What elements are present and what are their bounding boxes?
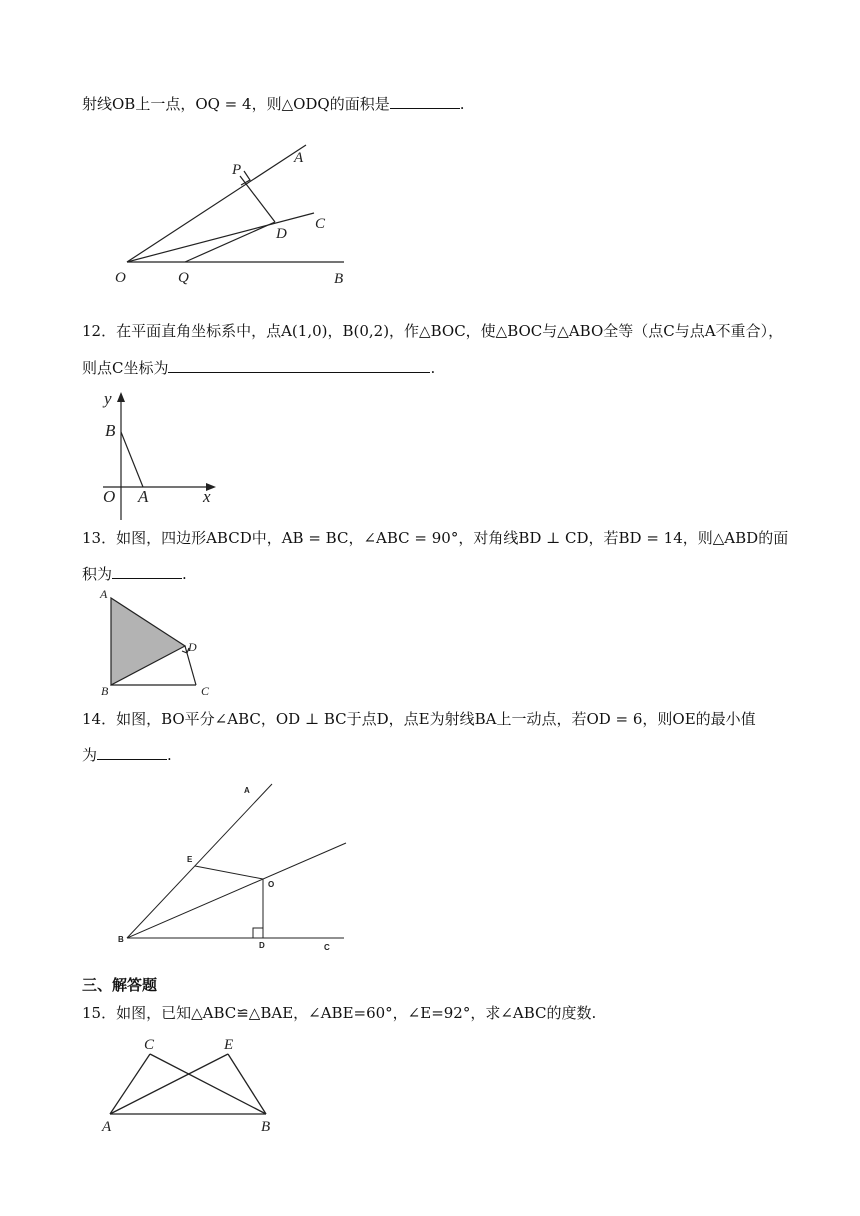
q11-text: [82, 94, 465, 114]
q14-label-B: B: [118, 935, 124, 944]
q11-figure: [110, 140, 360, 290]
q14-label-A: A: [244, 786, 250, 795]
q15-figure: [98, 1032, 288, 1136]
q13-label-D: D: [188, 640, 197, 654]
q11-answer-blank[interactable]: [390, 94, 460, 109]
q14-label-C: C: [324, 943, 330, 952]
q11-period: .: [459, 95, 465, 113]
q14-answer-blank[interactable]: [97, 745, 167, 760]
q14-text-line2: [82, 745, 172, 765]
q13-label-B: B: [101, 684, 109, 698]
q12-stem: 则点C坐标为: [82, 359, 169, 377]
q13-text-line1: 13．如图，四边形ABCD中，AB = BC，∠ABC = 90°，对角线BD ⊥ CD，若BD = 14，则△ABD的面: [82, 529, 789, 547]
q11-stem: 射线OB上一点，OQ = 4，则△ODQ的面积是: [82, 95, 390, 113]
q13-shaded-triangle: [111, 598, 185, 685]
q12-answer-blank[interactable]: [168, 358, 430, 373]
q12-text-line2: [82, 358, 435, 378]
q12-label-x: x: [203, 487, 211, 506]
section-3-heading: 三、解答题: [82, 976, 158, 994]
q12-label-A: A: [138, 487, 149, 506]
q11-label-C: C: [315, 216, 326, 232]
q14-period: .: [167, 746, 172, 764]
q15-label-B: B: [261, 1119, 271, 1135]
q15-label-C: C: [144, 1037, 155, 1053]
q12-label-B: B: [105, 421, 116, 440]
q11-label-O: O: [115, 270, 126, 286]
q14-label-O: O: [268, 880, 275, 889]
q15-label-A: A: [102, 1119, 112, 1135]
q13-figure: [98, 588, 218, 698]
q12-label-y: y: [104, 389, 112, 408]
q14-figure: [110, 780, 360, 960]
q12-label-O: O: [103, 487, 116, 506]
q13-label-C: C: [201, 684, 210, 698]
q11-label-A: A: [294, 150, 304, 166]
q13-answer-blank[interactable]: [112, 564, 182, 579]
q12-figure: [98, 388, 228, 518]
q11-label-D: D: [276, 226, 287, 242]
q14-label-E: E: [187, 855, 193, 864]
q14-text-line1: 14．如图，BO平分∠ABC，OD ⊥ BC于点D，点E为射线BA上一动点，若OD = 6，则OE的最小值: [82, 710, 756, 728]
q13-text-line2: [82, 564, 187, 584]
q11-label-Q: Q: [178, 270, 189, 286]
q13-label-A: A: [100, 587, 108, 601]
q13-period: .: [182, 565, 187, 583]
q15-label-E: E: [224, 1037, 234, 1053]
q11-label-P: P: [232, 162, 242, 178]
q14-label-D: D: [259, 941, 265, 950]
q12-period: .: [430, 359, 436, 377]
q12-text-line1: 12．在平面直角坐标系中，点A(1,0)，B(0,2)，作△BOC，使△BOC与△ABO全等（点C与点A不重合），: [82, 322, 784, 340]
q11-label-B: B: [334, 271, 344, 287]
q15-text: 15．如图，已知△ABC≌△BAE，∠ABE=60°，∠E=92°，求∠ABC的度数.: [82, 1004, 597, 1022]
q13-stem: 积为: [82, 565, 113, 583]
q14-stem: 为: [82, 746, 98, 764]
